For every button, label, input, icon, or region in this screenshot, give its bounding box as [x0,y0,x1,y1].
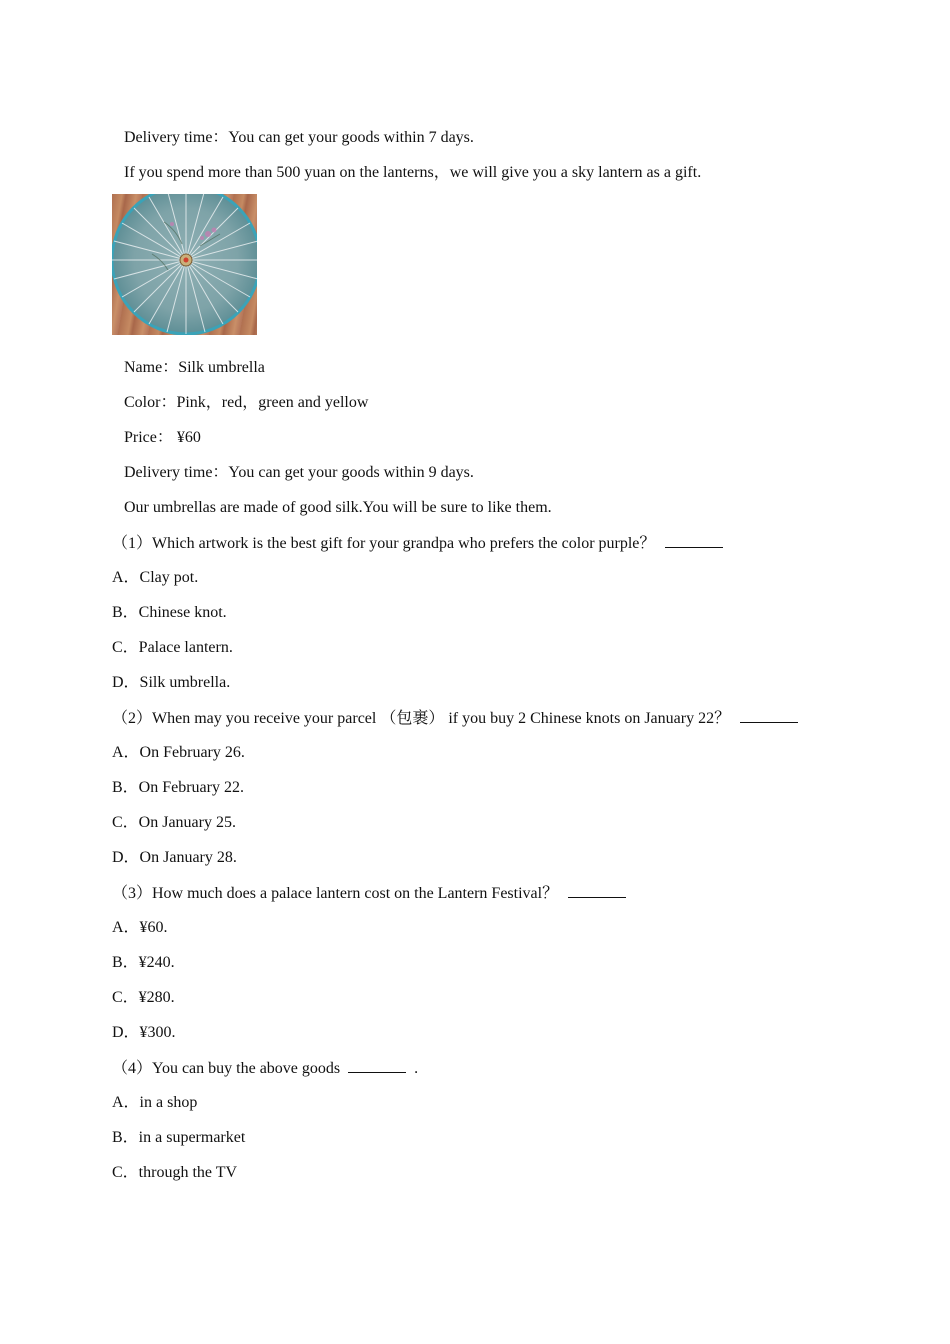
question-1-option-a[interactable]: A．Clay pot. [112,569,199,586]
question-1-stem: （1）Which artwork is the best gift for your grandpa who prefers the color purple？ [112,535,656,552]
question-2-stem: （2）When may you receive your parcel （包裹） if you buy 2 Chinese knots on January 22？ [112,710,731,727]
question-4-option-b[interactable]: B．in a supermarket [112,1129,246,1146]
question-3-answer-blank[interactable] [568,883,626,898]
umbrella-color: Color：Pink，red，green and yellow [124,394,369,411]
question-3-stem: （3）How much does a palace lantern cost on the Lantern Festival？ [112,885,559,902]
question-3-option-a[interactable]: A．¥60. [112,919,168,936]
question-2 [112,708,798,729]
question-4-option-c[interactable]: C．through the TV [112,1164,238,1181]
question-4-stem-end: . [414,1060,419,1077]
question-4 [112,1058,418,1079]
question-1-option-d[interactable]: D．Silk umbrella. [112,674,231,691]
question-1-answer-blank[interactable] [665,533,723,548]
silk-umbrella-photo [112,194,257,335]
question-4-answer-blank[interactable] [348,1058,406,1073]
umbrella-name: Name：Silk umbrella [124,359,265,376]
question-3 [112,883,626,904]
question-4-stem: （4）You can buy the above goods [112,1060,341,1077]
question-2-option-c[interactable]: C．On January 25. [112,814,236,831]
umbrella-illustration [112,194,257,335]
question-1-option-c[interactable]: C．Palace lantern. [112,639,233,656]
umbrella-note: Our umbrellas are made of good silk.You will be sure to like them. [124,499,552,516]
question-1 [112,533,723,554]
question-2-option-a[interactable]: A．On February 26. [112,744,245,761]
question-3-option-b[interactable]: B．¥240. [112,954,175,971]
umbrella-price: Price： ¥60 [124,429,201,446]
lantern-gift-note: If you spend more than 500 yuan on the lanterns，we will give you a sky lantern as a gift. [124,164,702,181]
question-3-option-c[interactable]: C．¥280. [112,989,175,1006]
question-3-option-d[interactable]: D．¥300. [112,1024,176,1041]
question-2-option-d[interactable]: D．On January 28. [112,849,237,866]
question-2-answer-blank[interactable] [740,708,798,723]
question-4-option-a[interactable]: A．in a shop [112,1094,198,1111]
question-2-option-b[interactable]: B．On February 22. [112,779,244,796]
lantern-delivery-time: Delivery time：You can get your goods within 7 days. [124,129,474,146]
umbrella-delivery-time: Delivery time：You can get your goods within 9 days. [124,464,474,481]
question-1-option-b[interactable]: B．Chinese knot. [112,604,227,621]
